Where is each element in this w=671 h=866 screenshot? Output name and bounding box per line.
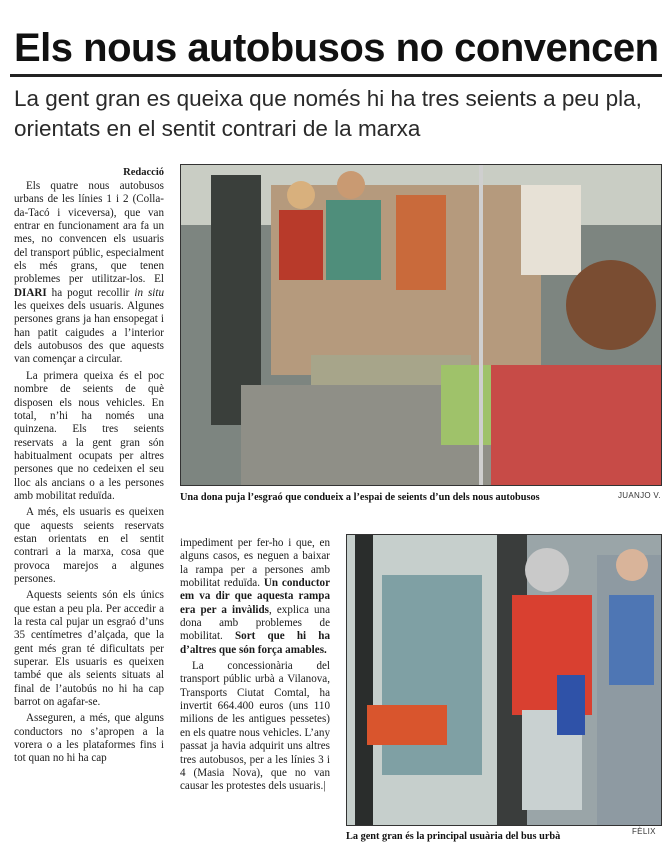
photo-1-caption: Una dona puja l’esgraó que condueix a l’espai de seients d’un dels nous autobusos [180, 492, 540, 503]
headline: Els nous autobusos no convencen [14, 26, 659, 70]
photo-2-credit: FÈLIX [632, 827, 656, 836]
paragraph-3: A més, els usuaris es queixen que aquests seients reservats estan orientats en el sentit contrari a la marxa, cosa que provoca marejos a algunes persones. [14, 506, 164, 585]
photo-1-credit: JUANJO V. [618, 491, 661, 500]
headline-rule [10, 74, 662, 77]
photo-elderly-woman-boarding [346, 534, 662, 826]
paragraph-1: Els quatre nous autobusos urbans de les línies 1 i 2 (Colla-da-Tacó i viceversa), que van entrar en funcionament ara fa un mes, no convencen els usuaris del transport públic, especialment els més grans, que tenen problemes per utilitzar-los. El DIARI ha pogut recollir in situ les queixes dels usuaris. Algunes persones grans ja han ensopegat i han patit caigudes a l’interior dels autobusos des que aquests van començar a circular. [14, 180, 164, 366]
paragraph-6: impediment per fer-ho i que, en alguns casos, es neguen a baixar la rampa per a persones amb mobilitat reduïda. Un conductor em va dir que aquesta rampa era per a invàlids, explica una dona amb problemes de mobilitat. Sort que hi ha d’altres que són força amables. [180, 537, 331, 656]
paragraph-7: La concessionària del transport públic urbà a Vilanova, Transports Ciutat Comtal, ha invertit 664.400 euros (uns 110 milions de les antigues pessetes) en els quatre nous vehicles. L’any passat ja havia adquirit uns altres tres autobusos, per a les línies 3 i 4 (Masia Nova), que no van causar les protestes dels usuaris.| [180, 660, 330, 793]
subheadline: La gent gran es queixa que només hi ha tres seients a peu pla, orientats en el sentit contrari de la marxa [14, 86, 642, 141]
paragraph-2: La primera queixa és el poc nombre de seients de què disposen els nous vehicles. En total, n’hi ha només una quinzena. Els tres seients reservats a la gent gran són habitualment ocupats per altres persones que no cedeixen el seu lloc als ancians o a les persones amb mobilitat reduïda. [14, 369, 164, 502]
paragraph-4: Aquests seients són els únics que estan a peu pla. Per accedir a la resta cal pujar un esgraó d’uns 35 centímetres d’alçada, que la gent més gran té dificultats per superar. Els usuaris es queixen també que als seients situats al final de l’autobús no hi ha cap barrot on agafar-se. [14, 589, 164, 709]
byline: Redacció [123, 167, 164, 178]
photo-bus-interior [180, 164, 662, 486]
article-column-1 [14, 166, 164, 766]
photo-2-caption: La gent gran és la principal usuària del bus urbà [346, 831, 561, 842]
paragraph-5: Asseguren, a més, que alguns conductors no s’apropen a la vorera o a les plataformes fins i tot quan no hi ha cap [14, 712, 164, 765]
article-column-2 [180, 537, 330, 794]
